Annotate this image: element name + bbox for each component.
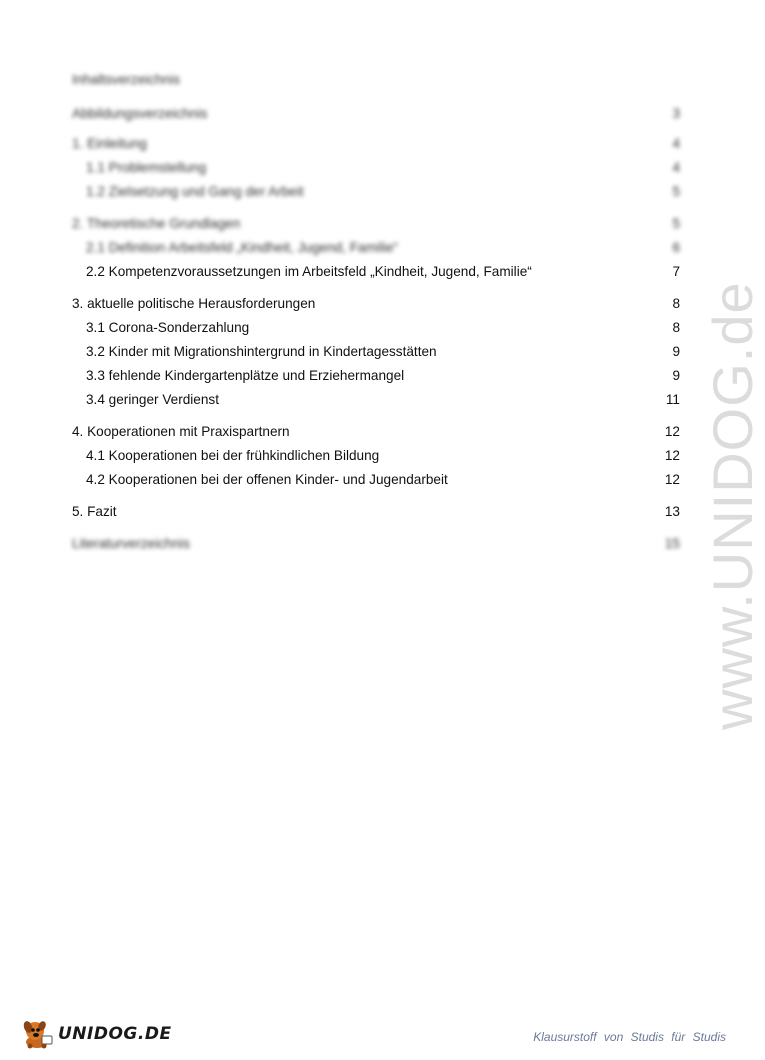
toc-entry[interactable]: [72, 422, 680, 442]
toc-entry[interactable]: [72, 214, 680, 234]
toc-entry-label: 3.1 Corona-Sonderzahlung: [86, 320, 250, 335]
toc-entry[interactable]: [72, 134, 680, 154]
toc-entry[interactable]: [72, 294, 680, 314]
toc-entry[interactable]: [72, 262, 680, 282]
toc-entry-page: 12: [664, 424, 680, 439]
toc-entry-label: 2.1 Definition Arbeitsfeld „Kindheit, Jugend, Familie“: [86, 240, 399, 255]
toc-entry-label: 1. Einleitung: [72, 136, 147, 151]
toc-entry[interactable]: [72, 470, 680, 490]
toc-entry-label: 3. aktuelle politische Herausforderungen: [72, 296, 316, 311]
toc-entry[interactable]: [72, 238, 680, 258]
footer-tagline: Klausurstoff von Studis für Studis: [533, 1030, 726, 1044]
toc-entry-page: 13: [664, 504, 680, 519]
toc-entry-label: 3.2 Kinder mit Migrationshintergrund in Kindertagesstätten: [86, 344, 437, 359]
toc-entry-page: 9: [672, 368, 680, 383]
toc-entry[interactable]: [72, 502, 680, 522]
toc-entry-page: 5: [672, 216, 680, 231]
toc-entry[interactable]: [72, 390, 680, 410]
toc-entry-label: 4. Kooperationen mit Praxispartnern: [72, 424, 290, 439]
dog-mascot-icon: [22, 1018, 56, 1050]
toc-entry-page: 4: [672, 136, 680, 151]
toc-entry-page: 12: [664, 448, 680, 463]
toc-entry-page: 4: [672, 160, 680, 175]
toc-entry-label: Abbildungsverzeichnis: [72, 106, 208, 121]
toc-entry-label: 2. Theoretische Grundlagen: [72, 216, 241, 231]
toc-entry-page: 9: [672, 344, 680, 359]
toc-entry-label: 1.1 Problemstellung: [86, 160, 207, 175]
toc-entry[interactable]: [72, 534, 680, 554]
toc-entry[interactable]: [72, 342, 680, 362]
toc-entry-page: 8: [672, 296, 680, 311]
toc-entry-label: 3.3 fehlende Kindergartenplätze und Erziehermangel: [86, 368, 405, 383]
watermark: www.UNIDOG.de: [701, 281, 764, 730]
logo-text: UNIDOG.DE: [58, 1024, 172, 1044]
toc-entry[interactable]: [72, 446, 680, 466]
toc-heading-text: Inhaltsverzeichnis: [72, 72, 181, 87]
toc-entry-label: 5. Fazit: [72, 504, 117, 519]
toc-entry[interactable]: [72, 366, 680, 386]
toc-entry-label: 2.2 Kompetenzvoraussetzungen im Arbeitsfeld „Kindheit, Jugend, Familie“: [86, 264, 532, 279]
toc-entry-label: 4.1 Kooperationen bei der frühkindlichen Bildung: [86, 448, 380, 463]
toc-entry-page: 5: [672, 184, 680, 199]
toc-entry-page: 7: [672, 264, 680, 279]
unidog-logo[interactable]: [22, 1018, 172, 1050]
toc-entry-page: 11: [665, 392, 680, 407]
toc-entry-label: Literaturverzeichnis: [72, 536, 190, 551]
toc-heading: [72, 70, 680, 90]
toc-entry-page: 3: [672, 106, 680, 121]
toc-entry[interactable]: [72, 104, 680, 124]
toc-entry-page: 15: [664, 536, 680, 551]
toc-entry[interactable]: [72, 158, 680, 178]
toc-entry-page: 6: [672, 240, 680, 255]
toc-entry-page: 8: [672, 320, 680, 335]
toc-entry-label: 1.2 Zielsetzung und Gang der Arbeit: [86, 184, 304, 199]
toc-entry[interactable]: [72, 182, 680, 202]
toc-entry-page: 12: [664, 472, 680, 487]
toc-entry-label: 4.2 Kooperationen bei der offenen Kinder- und Jugendarbeit: [86, 472, 448, 487]
toc-entry[interactable]: [72, 318, 680, 338]
toc-entry-label: 3.4 geringer Verdienst: [86, 392, 220, 407]
